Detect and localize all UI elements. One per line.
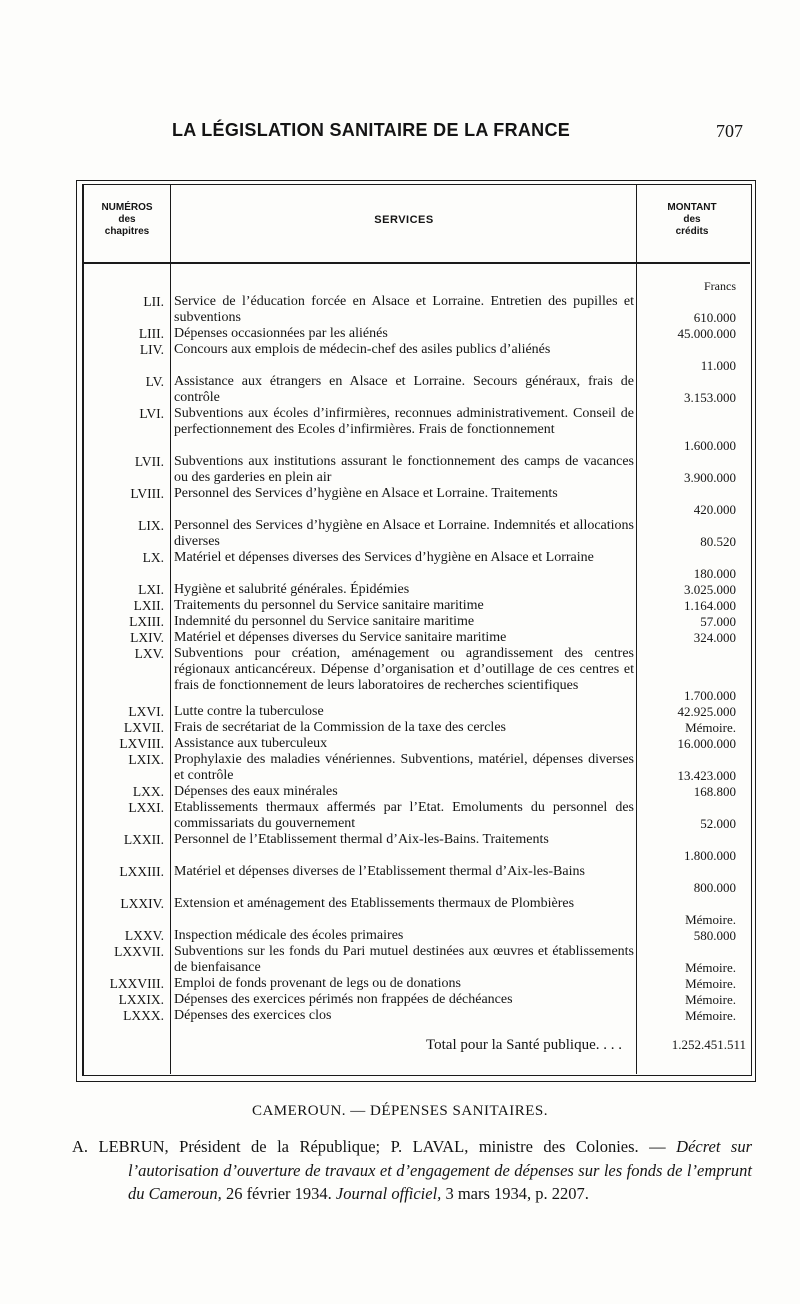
table-row: LXX. Dépenses des eaux minérales 168.800	[132, 784, 736, 799]
decree-date: 26 février 1934.	[221, 1184, 332, 1203]
table-row: LX. Matériel et dépenses diverses des Services d’hygiène en Alsace et Lorraine 180.000	[142, 550, 736, 581]
table-row: LIX. Personnel des Services d’hygiène en Alsace et Lorraine. Indemnités et allocations diverses 80.520	[138, 518, 736, 549]
table-row: LVI. Subventions aux écoles d’infirmières, reconnues administrativement. Conseil de perfectionnement des Ecoles d’infirmières. Frais de fonctionnement 1.600.000	[139, 406, 736, 453]
column-header-services: SERVICES	[374, 214, 434, 226]
unit-francs: Francs	[704, 279, 736, 293]
table-row: LXII. Traitements du personnel du Service sanitaire maritime 1.164.000	[133, 598, 736, 613]
journal-name: Journal officiel,	[335, 1184, 442, 1203]
table-row: LXXX. Dépenses des exercices clos Mémoire.	[123, 1008, 736, 1023]
table-row: LIV. Concours aux emplois de médecin-chef des asiles publics d’aliénés 11.000	[139, 342, 736, 373]
table-row: LXIX. Prophylaxie des maladies vénériennes. Subventions, matériel, dépenses diverses et contrôle 13.423.000	[128, 752, 736, 783]
table-row: LIII. Dépenses occasionnées par les aliénés 45.000.000	[138, 326, 736, 341]
table-row: LVII. Subventions aux institutions assurant le fonctionnement des camps de vacances ou des garderies en plein air 3.900.000	[134, 454, 736, 485]
decree-citation: A. LEBRUN, Président de la République; P. LAVAL, ministre des Colonies. — Décret sur l’autorisation d’ouverture de travaux et d’engagement de dépenses sur les fonds de l’emprunt du Cameroun, 26 février 1934. Journal officiel, 3 mars 1934, p. 2207.	[72, 1137, 753, 1203]
journal-ref: 3 mars 1934, p. 2207.	[441, 1184, 589, 1203]
total-amount: 1.252.451.511	[671, 1037, 746, 1052]
column-header-montant: MONTANT des crédits	[667, 202, 717, 237]
table-row: LXXIV. Extension et aménagement des Etablissements thermaux de Plombières Mémoire.	[120, 896, 736, 927]
page-number: 707	[716, 121, 743, 141]
header-rule	[82, 262, 750, 264]
president-name: A. LEBRUN	[72, 1137, 165, 1156]
running-head	[0, 120, 800, 144]
table-row: LXVII. Frais de secrétariat de la Commission de la taxe des cercles Mémoire.	[123, 720, 736, 735]
decree-title: Décret sur l’autorisation d’ouverture de travaux et d’engagement de dépenses sur les fonds de l’emprunt du Cameroun,	[128, 1137, 753, 1203]
table-row: LV. Assistance aux étrangers en Alsace et Lorraine. Secours généraux, frais de contrôle 3.153.000	[145, 374, 736, 405]
table-row: LXVIII. Assistance aux tuberculeux 16.000.000	[119, 736, 736, 751]
running-title: LA LÉGISLATION SANITAIRE DE LA FRANCE	[172, 120, 571, 140]
table-row: LXXIII. Matériel et dépenses diverses de l’Etablissement thermal d’Aix-les-Bains 800.000	[119, 864, 736, 895]
table-row: LXV. Subventions pour création, aménagement ou agrandissement des centres régionaux anticancéreux. Dépense d’organisation et d’outillage de ces centres et frais de fonctionnement de leurs laboratoires de recherches scientifiques 1.700.000	[134, 646, 736, 703]
table-row: LXIV. Matériel et dépenses diverses du Service sanitaire maritime 324.000	[130, 630, 736, 645]
table-row: LXVI. Lutte contre la tuberculose 42.925.000	[128, 704, 736, 719]
table-row: LXXV. Inspection médicale des écoles primaires 580.000	[124, 928, 736, 943]
table-row: LXI. Hygiène et salubrité générales. Épidémies 3.025.000	[138, 582, 736, 597]
table-row: LXXII. Personnel de l’Etablissement thermal d’Aix-les-Bains. Traitements 1.800.000	[123, 832, 736, 863]
section-title: CAMEROUN. — DÉPENSES SANITAIRES.	[251, 1103, 549, 1119]
total-label: Total pour la Santé publique. . . .	[426, 1037, 622, 1053]
minister-name: P. LAVAL	[390, 1137, 465, 1156]
table-row: LXXVIII. Emploi de fonds provenant de legs ou de donations Mémoire.	[109, 976, 736, 991]
table-row: LII. Service de l’éducation forcée en Alsace et Lorraine. Entretien des pupilles et subventions 610.000	[143, 294, 736, 325]
column-header-numeros: NUMÉROS des chapitres	[101, 202, 153, 237]
table-row: LXXVII. Subventions sur les fonds du Pari mutuel destinées aux œuvres et établissements de bienfaisance Mémoire.	[114, 944, 736, 975]
table-row: LXXI. Etablissements thermaux affermés par l’Etat. Emoluments du personnel des commissariats du gouvernement 52.000	[128, 800, 736, 831]
table-row: LVIII. Personnel des Services d’hygiène en Alsace et Lorraine. Traitements 420.000	[130, 486, 736, 517]
table-row: LXXIX. Dépenses des exercices périmés non frappées de déchéances Mémoire.	[118, 992, 736, 1007]
table-row: LXIII. Indemnité du personnel du Service sanitaire maritime 57.000	[129, 614, 736, 629]
